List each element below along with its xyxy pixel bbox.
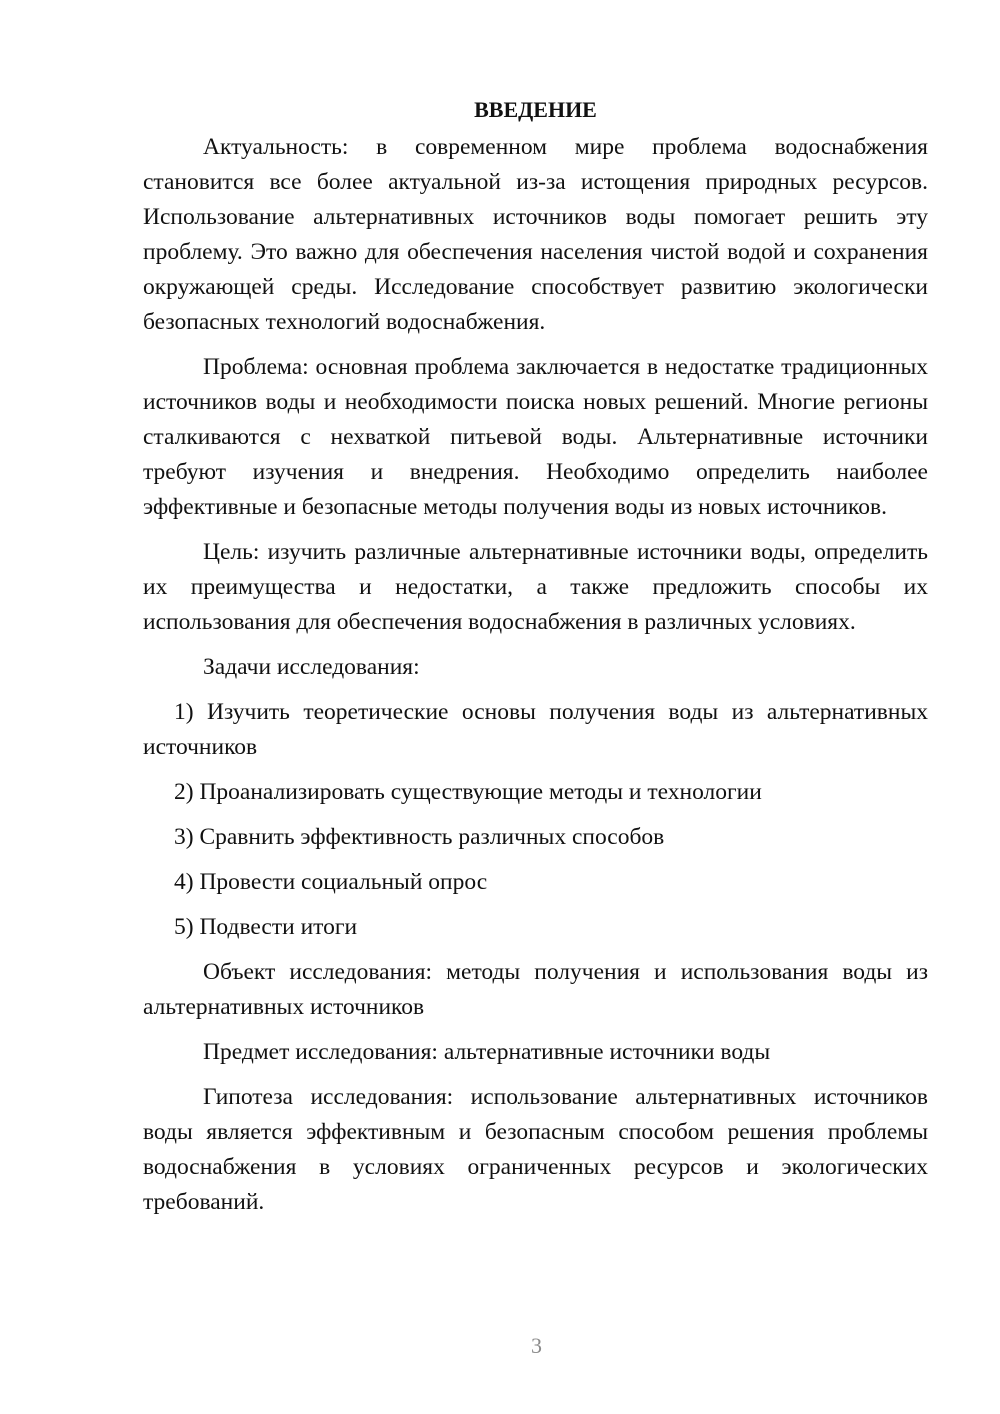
task-item-3: 3) Сравнить эффективность различных способов <box>174 824 665 850</box>
task-item-5: 5) Подвести итоги <box>174 914 358 940</box>
task-item-4: 4) Провести социальный опрос <box>174 869 488 895</box>
hypothesis-paragraph: Гипотеза исследования: использование альтернативных источников воды является эффективным и безопасным способом решения проблемы водоснабжения в условиях ограниченных ресурсов и экологических требований. <box>143 1084 928 1215</box>
problem-paragraph: Проблема: основная проблема заключается в недостатке традиционных источников воды и необходимости поиска новых решений. Многие регионы сталкиваются с нехваткой питьевой воды. Альтернативные источники требуют изучения и внедрения. Необходимо определить наиболее эффективные и безопасные методы получения воды из новых источников. <box>143 354 928 520</box>
object-paragraph: Объект исследования: методы получения и использования воды из альтернативных источников <box>143 959 928 1020</box>
task-item-2: 2) Проанализировать существующие методы и технологии <box>174 779 762 805</box>
tasks-title: Задачи исследования: <box>203 654 420 680</box>
task-item-1: 1) Изучить теоретические основы получения воды из альтернативных источников <box>143 699 928 760</box>
goal-paragraph: Цель: изучить различные альтернативные источники воды, определить их преимущества и недостатки, а также предложить способы их использования для обеспечения водоснабжения в различных условиях. <box>143 539 928 635</box>
subject-paragraph: Предмет исследования: альтернативные источники воды <box>203 1039 771 1065</box>
section-heading: ВВЕДЕНИЕ <box>474 97 597 122</box>
relevance-paragraph: Актуальность: в современном мире проблема водоснабжения становится все более актуальной из-за истощения природных ресурсов. Использование альтернативных источников воды помогает решить эту проблему. Это важно для обеспечения населения чистой водой и сохранения окружающей среды. Исследование способствует развитию экологически безопасных технологий водоснабжения. <box>143 134 928 335</box>
page-number: 3 <box>531 1333 542 1358</box>
page-content <box>143 92 928 1220</box>
